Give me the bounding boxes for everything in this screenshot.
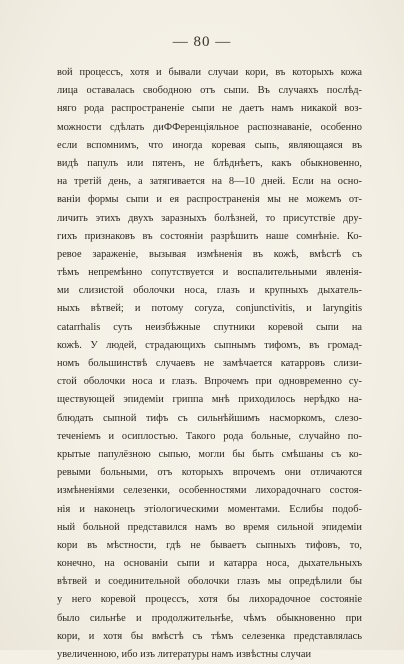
text-line: тѣмъ непремѣнно сопутствуется и воспалительными явленія-	[57, 267, 362, 279]
text-line: ваніи формы сыпи и ея распространенія мы не можемъ от-	[57, 194, 362, 206]
body-text	[57, 64, 362, 664]
text-line: теченіемъ и осиплостью. Такого рода больные, случайно по-	[57, 430, 362, 442]
text-line: ществующей эпидеміи гриппа мнѣ приходилось нерѣдко на-	[57, 394, 362, 406]
text-line: было сильнѣе и продолжительнѣе, чѣмъ обыкновенно при	[57, 612, 362, 624]
text-line: личить этихъ двухъ заразныхъ болѣзней, то присутствіе дру-	[57, 212, 362, 224]
text-line: кори, и хотя бы вмѣстѣ съ тѣмъ селезенка представлялась	[57, 630, 362, 642]
text-line: кожѣ. У людей, страдающихъ сыпнымъ тифомъ, въ громад-	[57, 339, 362, 351]
text-line: ный больной представился намъ во время сильной эпидеміи	[57, 521, 362, 533]
text-line: измѣненіями селезенки, особенностями лихорадочнаго состоя-	[57, 485, 362, 497]
text-line: можности сдѣлать диФФеренціяльное распознаваніе, особенно	[57, 121, 362, 133]
text-line: на третій день, а затягивается на 8—10 дней. Если на осно-	[57, 176, 362, 188]
text-line: стой оболочки носа и глазъ. Впрочемъ при одновременно су-	[57, 376, 362, 388]
text-line: кори въ мѣстности, гдѣ не бываетъ сыпныхъ тифовъ, то,	[57, 539, 362, 551]
text-line: увеличенною, ибо изъ литературы намъ извѣстны случаи	[57, 649, 312, 660]
text-line: номъ большинствѣ случаевъ не замѣчается катарровъ слизи-	[57, 358, 362, 369]
text-line: видѣ папулъ или пятенъ, не блѣднѣетъ, какъ обыкновенно,	[57, 157, 362, 169]
text-line: лица оставалась свободною отъ сыпи. Въ случаяхъ послѣд-	[57, 85, 362, 97]
text-line: ревыми больными, отъ которыхъ впрочемъ они отличаются	[57, 467, 362, 479]
text-line: ныхъ вѣтвей; и потому coryza, conjunctivitis, и laryngitis	[57, 303, 362, 315]
text-line: ревое зараженіе, вызывая измѣненія въ кожѣ, вмѣстѣ съ	[57, 248, 362, 260]
text-line: гихъ признаковъ въ состояніи разрѣшить наше сомнѣніе. Ко-	[57, 230, 362, 242]
text-line: крытые папулёзною сыпью, могли бы быть смѣшаны съ ко-	[57, 448, 362, 460]
text-line: у него коревой процессъ, хотя бы лихорадочное состояніе	[57, 594, 362, 606]
text-line: конечно, на основаніи сыпи и катарра носа, дыхательныхъ	[57, 558, 362, 570]
text-line: няго рода распространеніе сыпи не даетъ намъ никакой воз-	[57, 103, 362, 115]
text-line: вой процессъ, хотя и бывали случаи кори, въ которыхъ кожа	[57, 67, 362, 78]
text-line: вѣтвей и соединительной оболочки глазъ мы опредѣлили бы	[57, 576, 362, 588]
page-number: — 80 —	[172, 34, 232, 50]
text-line: ми слизистой оболочки носа, глазъ и крупныхъ дыхатель-	[57, 285, 362, 297]
text-line: catarrhalis суть неизбѣжные спутники коревой сыпи на	[57, 321, 362, 333]
text-line: нія и наконецъ этіологическими моментами. Еслибы подоб-	[57, 503, 362, 515]
text-line: блюдать сыпной тифъ съ сильнѣйшимъ насморкомъ, слезо-	[57, 412, 362, 424]
text-line: если вспомнимъ, что иногда коревая сыпь, являющаяся въ	[57, 139, 362, 151]
